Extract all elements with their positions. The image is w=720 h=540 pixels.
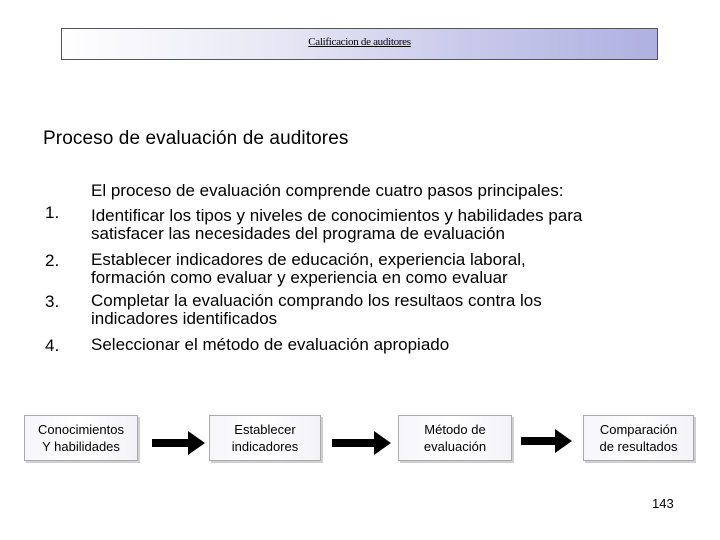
flow-box-3-line-1: Método de — [424, 422, 486, 437]
step-text-4 — [91, 336, 691, 354]
step-number-1: 1. — [45, 203, 60, 222]
step-text-2 — [91, 251, 691, 287]
step-text-1 — [91, 207, 691, 243]
flow-box-2-line-2: indicadores — [231, 439, 299, 454]
step-4-line-1: Seleccionar el método de evaluación apropiado — [91, 335, 450, 354]
flow-box-establecer — [209, 415, 321, 461]
arrow-right-icon — [521, 427, 573, 455]
flow-box-metodo — [398, 415, 512, 461]
step-1-line-2: satisfacer las necesidades del programa de evaluación — [91, 224, 505, 243]
slide-title: Proceso de evaluación de auditores — [43, 128, 349, 149]
flow-box-2-line-1: Establecer — [234, 422, 296, 437]
arrow-right-icon — [152, 429, 206, 457]
flow-box-3-line-2: evaluación — [423, 439, 487, 454]
intro-text: El proceso de evaluación comprende cuatro pasos principales: — [91, 181, 564, 200]
step-number-3: 3. — [45, 292, 60, 311]
step-text-3 — [91, 292, 691, 328]
step-1-line-1: Identificar los tipos y niveles de conocimientos y habilidades para — [91, 206, 583, 225]
page-number: 143 — [652, 496, 674, 511]
flow-box-4-line-2: de resultados — [599, 439, 678, 454]
flow-box-1-line-1: Conocimientos — [38, 422, 124, 437]
step-number-2: 2. — [45, 251, 60, 270]
flow-box-conocimientos — [24, 415, 138, 461]
header-title: Calificacion de auditores — [308, 36, 411, 48]
step-number-4: 4. — [45, 336, 60, 355]
step-2-line-1: Establecer indicadores de educación, experiencia laboral, — [91, 250, 526, 269]
arrow-right-icon — [332, 429, 392, 457]
step-3-line-1: Completar la evaluación comprando los resultaos contra los — [91, 291, 542, 310]
flow-box-comparacion — [583, 415, 694, 461]
step-2-line-2: formación como evaluar y experiencia en como evaluar — [91, 268, 508, 287]
step-3-line-2: indicadores identificados — [91, 309, 278, 328]
header-bar — [61, 28, 658, 60]
flow-box-1-line-2: Y habilidades — [42, 439, 120, 454]
flow-box-4-line-1: Comparación — [599, 422, 678, 437]
